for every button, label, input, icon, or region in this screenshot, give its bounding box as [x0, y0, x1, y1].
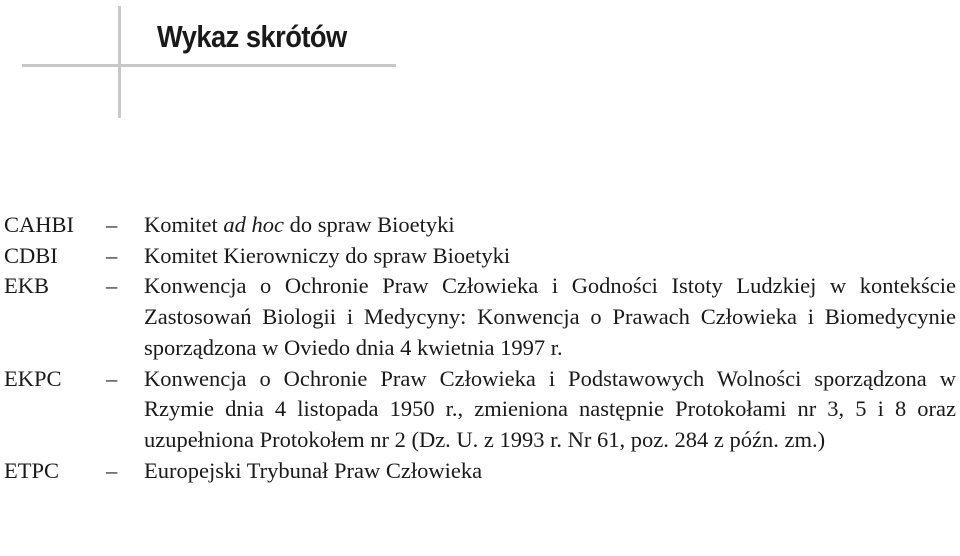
dash-separator: –	[106, 242, 118, 268]
dash-separator: –	[106, 212, 118, 237]
abbreviation: CDBI	[4, 242, 58, 268]
definition-text: do spraw Bioetyki	[284, 212, 455, 237]
list-item	[4, 364, 956, 456]
list-item	[4, 210, 956, 241]
vertical-rule	[118, 6, 121, 118]
dash-separator: –	[106, 457, 118, 483]
list-item	[4, 271, 956, 363]
page-title: Wykaz skrótów	[157, 19, 347, 54]
list-item	[4, 456, 956, 487]
dash-separator: –	[106, 273, 118, 299]
list-item	[4, 241, 956, 272]
definition: Konwencja o Ochronie Praw Człowieka i Podstawowych Wolności sporządzona w Rzymie dnia 4 listopada 1950 r., zmieniona następnie Protokołami nr 3, 5 i 8 oraz uzupełniona Protokołem nr 2 (Dz. U. z 1993 r. Nr 61, poz. 284 z późn. zm.)	[144, 365, 956, 452]
dash-separator: –	[106, 365, 118, 391]
definition-italic-text: ad hoc	[223, 212, 284, 237]
definition	[144, 210, 956, 241]
abbreviation-list	[4, 210, 956, 486]
abbreviation: ETPC	[4, 457, 60, 483]
definition: Konwencja o Ochronie Praw Człowieka i Godności Istoty Ludzkiej w kontekście Zastosowań Biologii i Medycyny: Konwencja o Prawach Człowieka i Biomedycynie sporządzona w Oviedo dnia 4 kwietnia 1997 r.	[144, 273, 956, 360]
horizontal-rule	[22, 64, 396, 67]
abbreviation: EKPC	[4, 365, 62, 391]
abbreviation: EKB	[4, 273, 49, 299]
definition-text: Komitet	[144, 212, 224, 237]
definition: Komitet Kierowniczy do spraw Bioetyki	[144, 242, 511, 268]
abbreviation: CAHBI	[4, 212, 75, 237]
definition: Europejski Trybunał Praw Człowieka	[144, 457, 483, 483]
